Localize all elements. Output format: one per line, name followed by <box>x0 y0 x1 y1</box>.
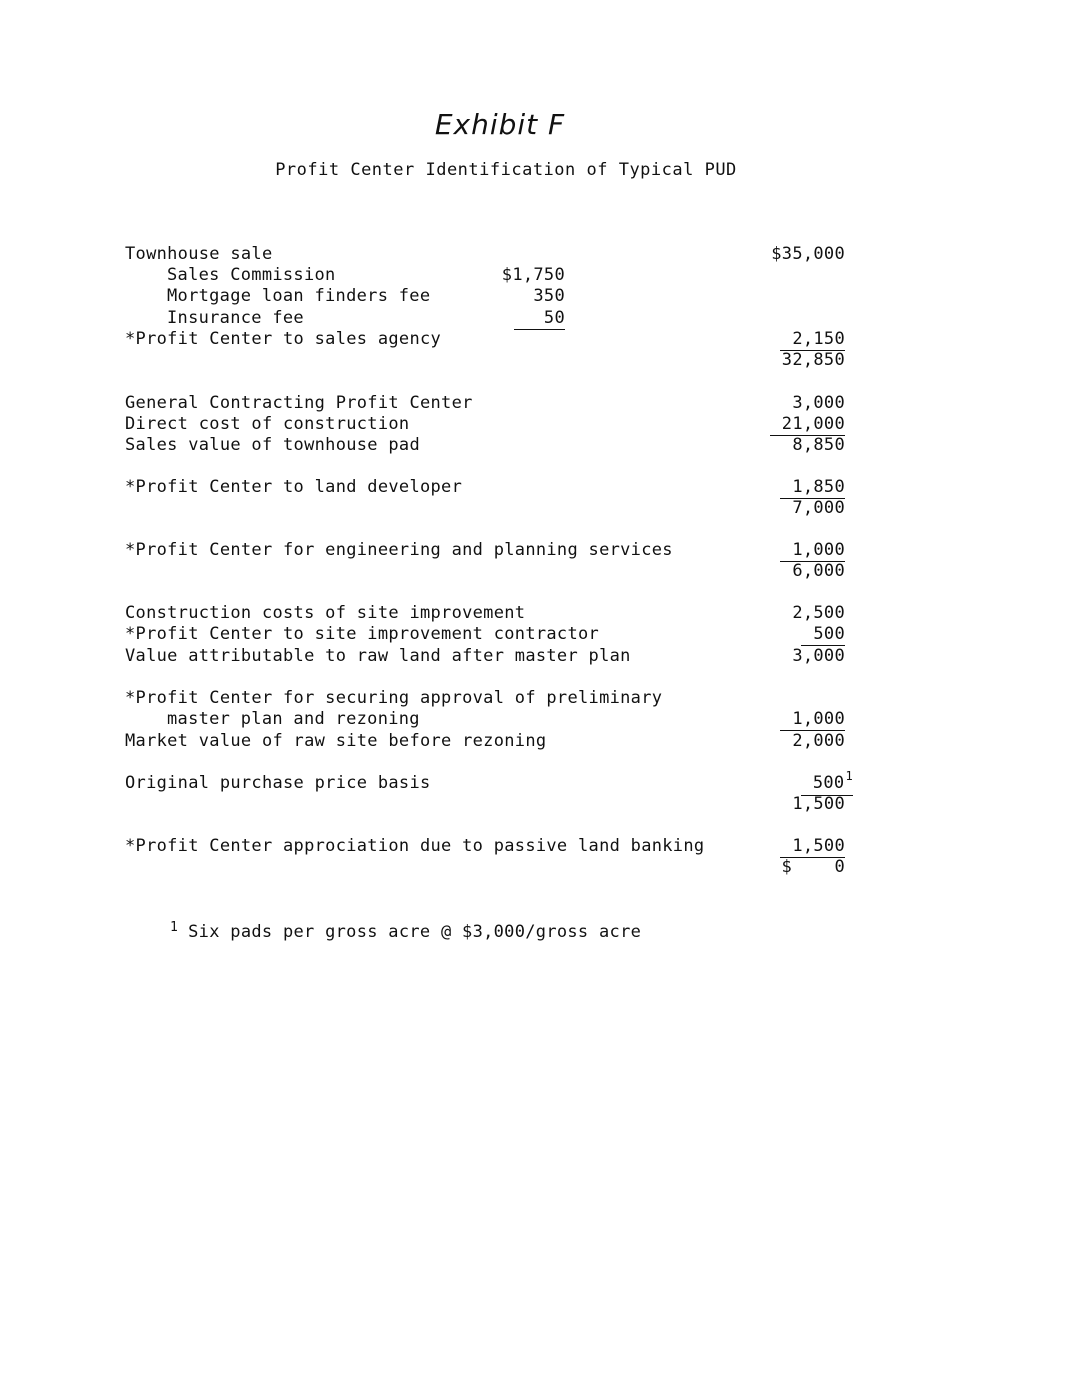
row-label: *Profit Center for securing approval of preliminary <box>125 688 663 708</box>
row-label: Direct cost of construction <box>125 414 410 434</box>
row-label: Sales value of townhouse pad <box>125 435 420 455</box>
row-amount: 21,000 <box>770 414 845 436</box>
row-label: Insurance fee <box>167 308 304 328</box>
table-row <box>0 350 1065 371</box>
table-row <box>0 308 1065 329</box>
row-amount: 8,850 <box>792 435 845 455</box>
row-sub-amount: 50 <box>514 308 565 330</box>
row-label: Construction costs of site improvement <box>125 603 526 623</box>
table-row <box>0 244 1065 265</box>
row-amount: 2,150 <box>780 329 845 351</box>
table-row <box>0 286 1065 307</box>
row-label: *Profit Center to sales agency <box>125 329 442 349</box>
exhibit-title: Exhibit F <box>434 108 566 141</box>
row-label: Townhouse sale <box>125 244 273 264</box>
table-row <box>0 265 1065 286</box>
row-label: Original purchase price basis <box>125 773 431 793</box>
row-label: Sales Commission <box>167 265 336 285</box>
table-row <box>0 477 1065 498</box>
row-label: master plan and rezoning <box>167 709 420 729</box>
row-amount: 1,000 <box>780 540 845 562</box>
row-label: *Profit Center for engineering and planning services <box>125 540 673 560</box>
row-label: Value attributable to raw land after master plan <box>125 646 631 666</box>
row-label: *Profit Center to site improvement contractor <box>125 624 600 644</box>
table-row <box>0 731 1065 752</box>
row-amount: 6,000 <box>792 561 845 581</box>
row-label: Mortgage loan finders fee <box>167 286 431 306</box>
row-amount <box>801 769 853 796</box>
row-sub-amount: 350 <box>533 286 565 306</box>
row-label: General Contracting Profit Center <box>125 393 473 413</box>
table-row <box>0 435 1065 456</box>
table-row <box>0 857 1065 878</box>
footnote-mark: 1 <box>170 920 179 935</box>
table-row <box>0 498 1065 519</box>
row-amount: 3,000 <box>792 393 845 413</box>
row-amount: 2,000 <box>792 731 845 751</box>
amount-value: 500 <box>812 773 845 793</box>
table-row <box>0 646 1065 667</box>
row-sub-amount: $1,750 <box>501 265 565 285</box>
table-row <box>0 329 1065 350</box>
row-amount: 7,000 <box>792 498 845 518</box>
row-amount: 1,000 <box>780 709 845 731</box>
row-dollar-sign: $ <box>781 857 792 877</box>
document-subtitle: Profit Center Identification of Typical PUD <box>275 160 737 180</box>
row-label: *Profit Center approciation due to passive land banking <box>125 836 705 856</box>
row-amount: 500 <box>801 624 845 646</box>
table-row <box>0 393 1065 414</box>
row-amount: 0 <box>834 857 845 877</box>
row-amount: 3,000 <box>792 646 845 666</box>
table-row <box>0 561 1065 582</box>
footnote-reference: 1 <box>845 769 853 783</box>
table-row <box>0 603 1065 624</box>
table-row <box>0 794 1065 815</box>
table-row <box>0 688 1065 709</box>
table-row <box>0 836 1065 857</box>
footnote-text: Six pads per gross acre @ $3,000/gross acre <box>188 922 642 942</box>
row-amount: $35,000 <box>771 244 845 264</box>
table-row <box>0 709 1065 730</box>
table-row <box>0 540 1065 561</box>
row-amount: 1,850 <box>780 477 845 499</box>
row-label: *Profit Center to land developer <box>125 477 463 497</box>
table-row <box>0 624 1065 645</box>
footnote <box>170 922 641 942</box>
row-amount: 1,500 <box>792 794 845 814</box>
row-amount: 1,500 <box>780 836 845 858</box>
table-row <box>0 414 1065 435</box>
row-amount: 32,850 <box>781 350 845 370</box>
row-label: Market value of raw site before rezoning <box>125 731 547 751</box>
row-amount: 2,500 <box>792 603 845 623</box>
table-row <box>0 769 1065 794</box>
